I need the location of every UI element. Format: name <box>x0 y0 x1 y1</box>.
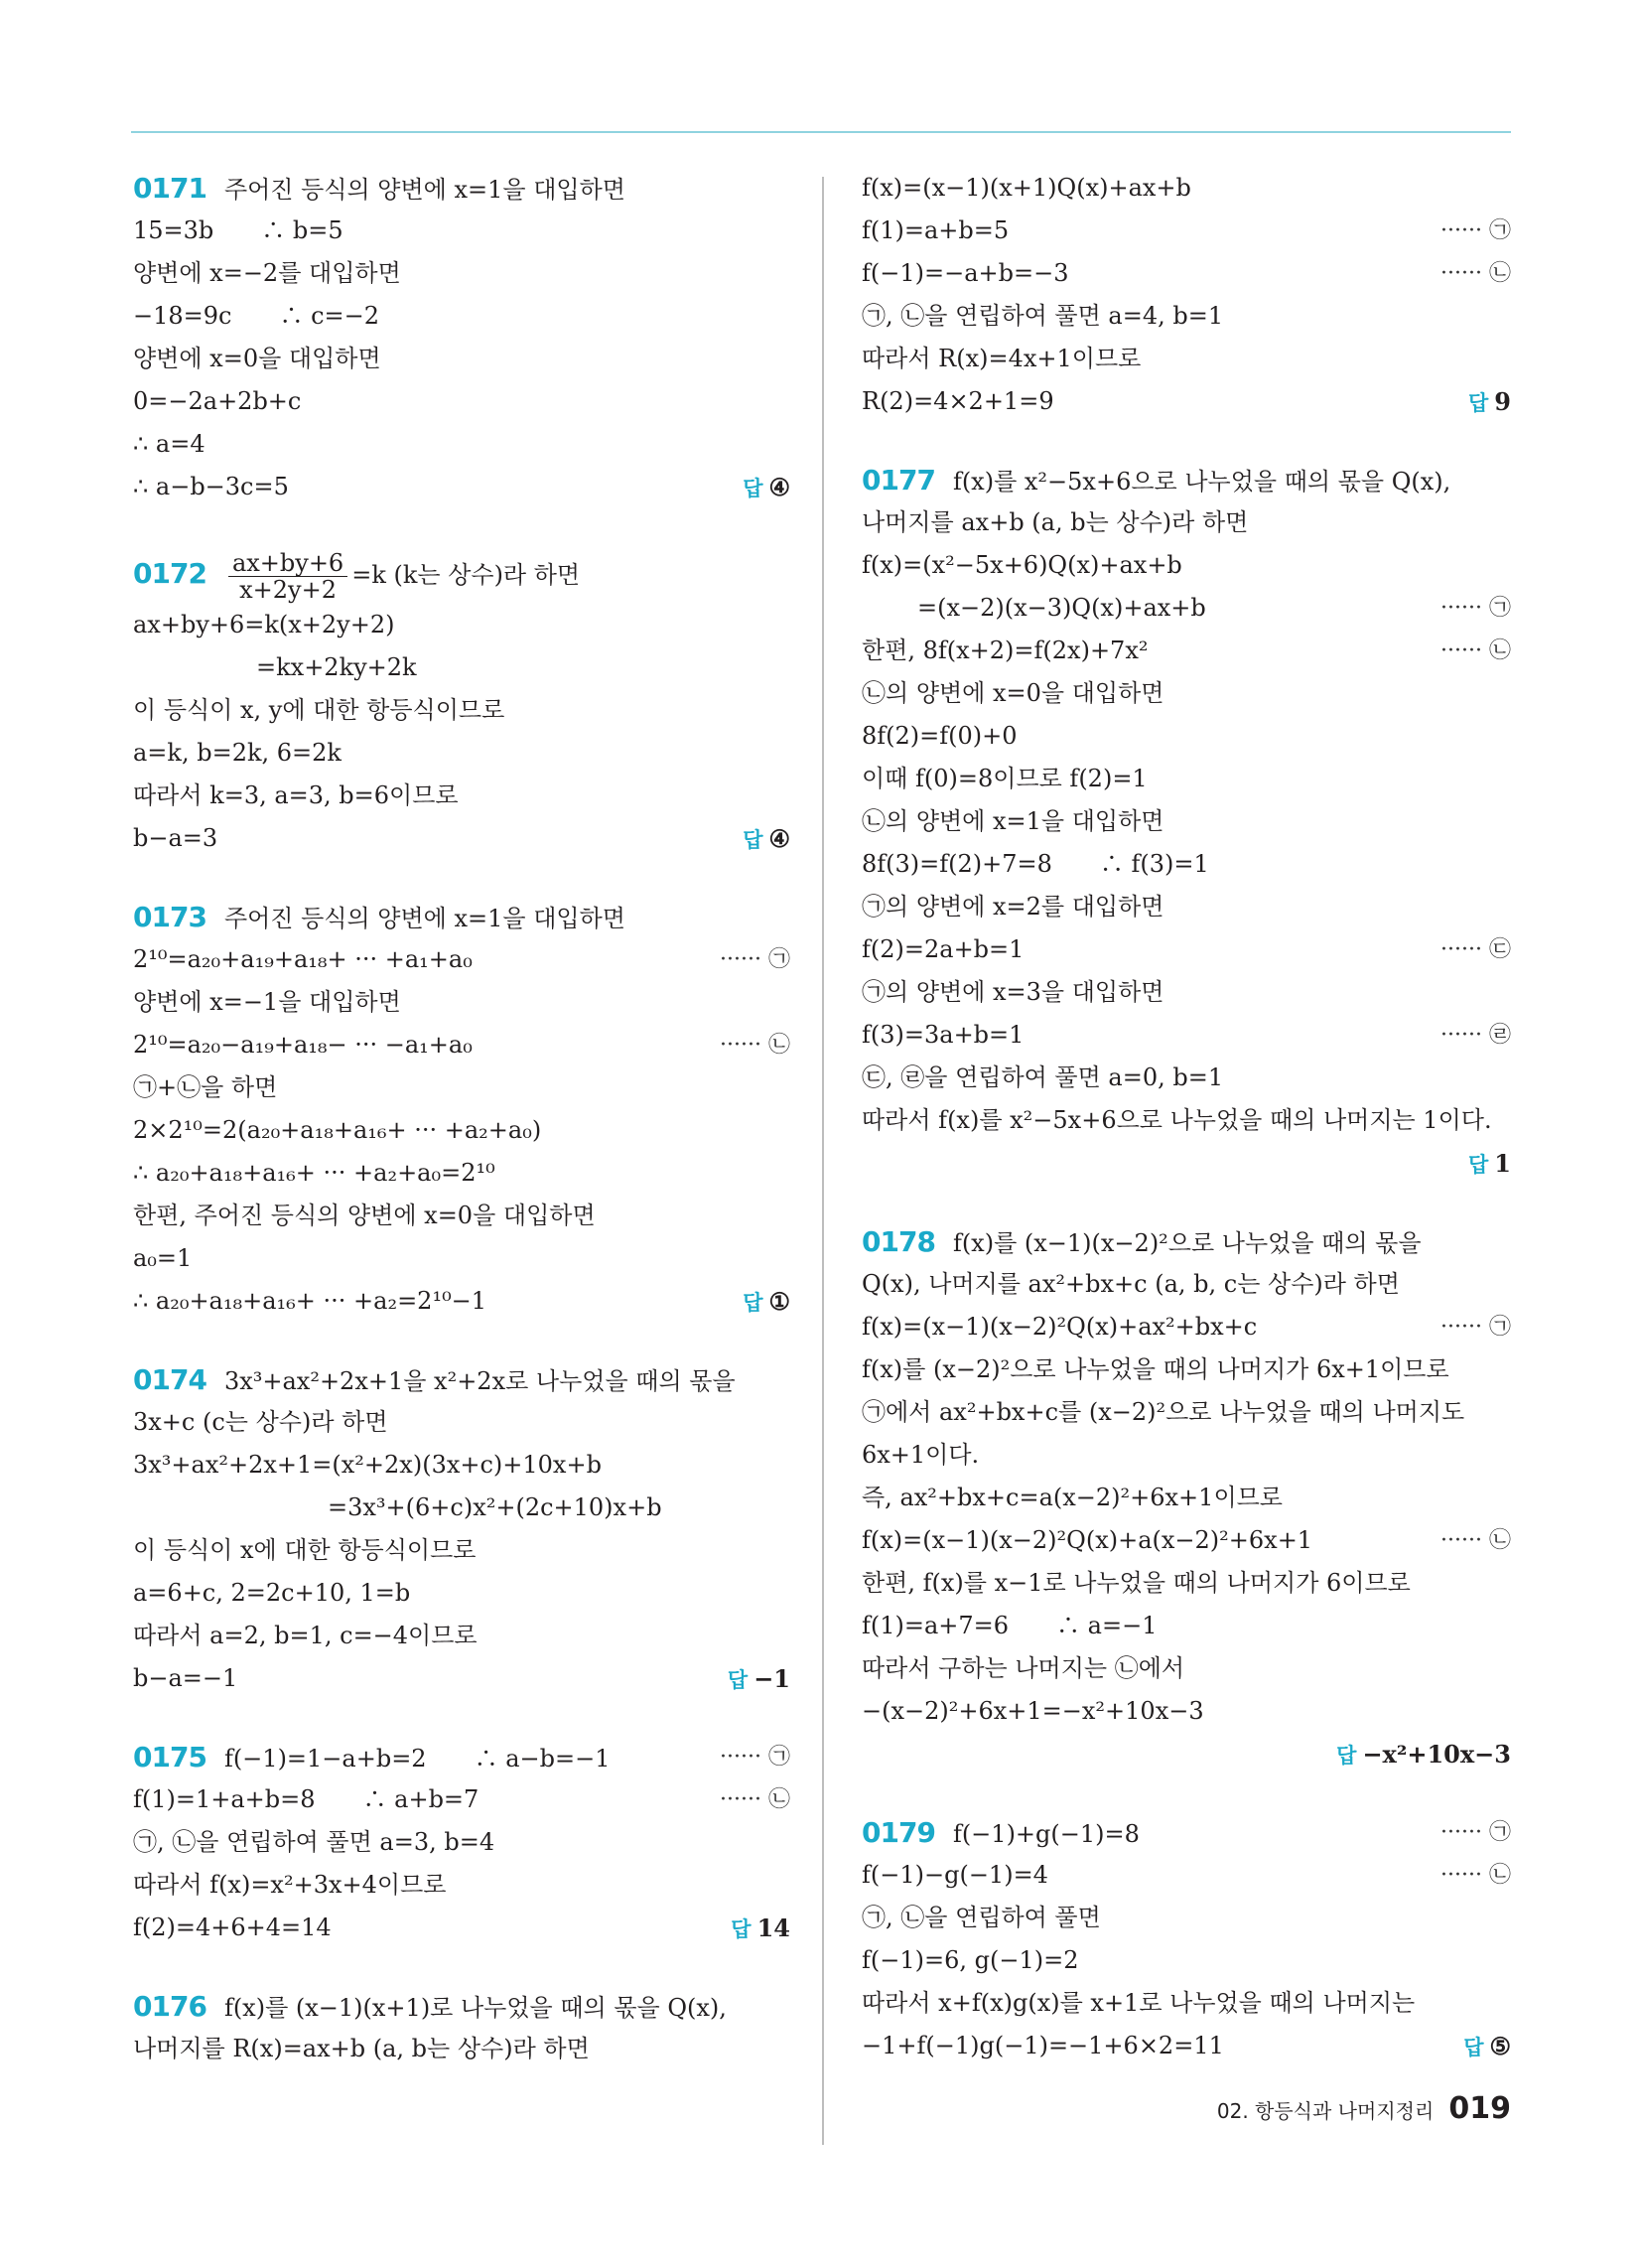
solution-line <box>133 380 790 423</box>
answer-label: 답 <box>1463 2036 1484 2059</box>
answer-line <box>862 1142 1511 1185</box>
solution-line <box>862 1605 1511 1647</box>
solution-line <box>862 1477 1511 1519</box>
solution-line <box>133 689 790 732</box>
equation-text: 2×2¹⁰=2(a₂₀+a₁₈+a₁₆+ ··· +a₂+a₀) <box>133 1116 542 1144</box>
column-divider <box>822 177 824 2145</box>
solution-line <box>133 604 790 646</box>
problem-start-line <box>133 167 790 210</box>
chapter-title: 02. 항등식과 나머지정리 <box>1216 2099 1435 2123</box>
equation-text: f(1)=a+7=6 ∴ a=−1 <box>862 1612 1158 1639</box>
equation-text: 이 등식이 x에 대한 항등식이므로 <box>133 1536 477 1564</box>
solution-line <box>133 1195 790 1237</box>
solution-line <box>862 672 1511 715</box>
equation-text: 3x³+ax²+2x+1을 x²+2x로 나누었을 때의 몫을 <box>223 1367 736 1395</box>
solution-line <box>862 715 1511 758</box>
section-gap <box>862 423 1511 459</box>
solution-line <box>862 1057 1511 1099</box>
equation-marker: ······ ㉡ <box>1440 261 1511 286</box>
equation-text: f(x)=(x−1)(x−2)²Q(x)+a(x−2)²+6x+1 <box>862 1526 1313 1554</box>
equation-marker: ······ ㉣ <box>1440 1023 1511 1048</box>
section-gap <box>133 1323 790 1358</box>
equation-text: 8f(2)=f(0)+0 <box>862 722 1018 750</box>
problem-number: 0172 <box>133 557 206 590</box>
equation-marker: ······ ㉠ <box>1440 596 1511 621</box>
equation-marker: ······ ㉠ <box>1440 1315 1511 1340</box>
equation-text: f(1)=a+b=5 <box>862 216 1010 244</box>
problem-start-line <box>133 1985 790 2028</box>
answer-label: 답 <box>1468 391 1489 415</box>
equation-text: 이때 f(0)=8이므로 f(2)=1 <box>862 765 1148 792</box>
equation-text: f(x)=(x−1)(x+1)Q(x)+ax+b <box>862 174 1191 202</box>
equation-text: 양변에 x=0을 대입하면 <box>133 345 381 372</box>
answer-value: ④ <box>768 824 790 853</box>
equation-text: f(−1)=6, g(−1)=2 <box>862 1946 1079 1974</box>
problem-number: 0175 <box>133 1741 206 1773</box>
equation-text: R(2)=4×2+1=9 <box>862 387 1054 415</box>
solution-line <box>133 1572 790 1615</box>
solution-line <box>133 646 790 689</box>
problem-number: 0173 <box>133 901 206 933</box>
solution-line <box>133 1152 790 1195</box>
equation-text: ∴ a₂₀+a₁₈+a₁₆+ ··· +a₂+a₀=2¹⁰ <box>133 1159 495 1187</box>
problem-number: 0176 <box>133 1990 206 2023</box>
problem-start-line <box>133 1736 790 1778</box>
top-rule <box>131 131 1511 133</box>
solution-line <box>862 210 1511 252</box>
solution-line <box>133 1821 790 1864</box>
section-gap <box>862 1185 1511 1220</box>
equation-text: f(3)=3a+b=1 <box>862 1021 1025 1049</box>
solution-line <box>133 1066 790 1109</box>
equation-marker: ······ ㉠ <box>1440 218 1511 243</box>
equation-text: f(−1)−g(−1)=4 <box>862 1861 1048 1889</box>
solution-line <box>862 758 1511 800</box>
equation-text: 나머지를 R(x)=ax+b (a, b는 상수)라 하면 <box>133 2035 590 2062</box>
answer-box <box>731 1907 790 1951</box>
equation-text: 주어진 등식의 양변에 x=1을 대입하면 <box>223 905 625 932</box>
solution-line <box>862 886 1511 928</box>
equation-text: 0=−2a+2b+c <box>133 387 302 415</box>
solution-line <box>862 2025 1511 2067</box>
solution-line <box>862 1014 1511 1057</box>
equation-text: a₀=1 <box>133 1244 193 1272</box>
equation-text: 따라서 a=2, b=1, c=−4이므로 <box>133 1622 478 1649</box>
equation-text: Q(x), 나머지를 ax²+bx+c (a, b, c는 상수)라 하면 <box>862 1270 1400 1298</box>
equation-text: f(1)=1+a+b=8 ∴ a+b=7 <box>133 1785 479 1813</box>
equation-text: f(x)를 (x−1)(x+1)로 나누었을 때의 몫을 Q(x), <box>223 1994 727 2022</box>
page-footer <box>1217 2089 1511 2129</box>
answer-value: 1 <box>1494 1149 1511 1178</box>
answer-value: ⑤ <box>1489 2032 1511 2060</box>
solution-line <box>862 1348 1511 1391</box>
answer-box <box>1336 1733 1511 1777</box>
problem-start-line <box>133 1358 790 1401</box>
answer-label: 답 <box>743 477 763 500</box>
equation-text: ㉡의 양변에 x=0을 대입하면 <box>862 679 1164 707</box>
solution-line <box>133 210 790 252</box>
equation-text: −18=9c ∴ c=−2 <box>133 302 380 330</box>
problem-number: 0179 <box>862 1816 935 1849</box>
solution-line <box>133 1615 790 1657</box>
solution-line <box>862 167 1511 210</box>
solution-line <box>133 1237 790 1280</box>
problem-start-line <box>133 896 790 938</box>
equation-text: −1+f(−1)g(−1)=−1+6×2=11 <box>862 2032 1224 2059</box>
solution-line <box>133 2028 790 2070</box>
solution-line <box>862 587 1511 630</box>
fraction-numerator: ax+by+6 <box>228 550 347 577</box>
equation-text: 주어진 등식의 양변에 x=1을 대입하면 <box>223 176 625 204</box>
solution-line <box>133 1109 790 1152</box>
solution-line <box>862 1647 1511 1690</box>
equation-text: f(−1)=−a+b=−3 <box>862 259 1069 287</box>
answer-label: 답 <box>731 1917 752 1941</box>
solution-line <box>133 981 790 1024</box>
equation-marker: ······ ㉠ <box>720 947 790 972</box>
problem-start-line <box>133 544 790 604</box>
answer-value: ① <box>768 1287 790 1316</box>
equation-text: ㉠의 양변에 x=2를 대입하면 <box>862 893 1164 921</box>
equation-text: ㉠의 양변에 x=3을 대입하면 <box>862 978 1164 1006</box>
answer-label: 답 <box>1336 1744 1357 1768</box>
solution-line <box>133 338 790 380</box>
solution-line <box>862 928 1511 971</box>
equation-text: ㉢, ㉣을 연립하여 풀면 a=0, b=1 <box>862 1063 1224 1091</box>
equation-text: 따라서 f(x)를 x²−5x+6으로 나누었을 때의 나머지는 1이다. <box>862 1106 1492 1134</box>
equation-text: a=k, b=2k, 6=2k <box>133 739 342 767</box>
solution-line <box>133 1529 790 1572</box>
equation-text: b−a=−1 <box>133 1664 238 1692</box>
solution-line <box>862 1519 1511 1562</box>
answer-value: 9 <box>1494 387 1511 416</box>
solution-line <box>133 423 790 466</box>
equation-text: f(x)를 (x−1)(x−2)²으로 나누었을 때의 몫을 <box>952 1229 1422 1257</box>
equation-marker: ······ ㉠ <box>720 1745 790 1770</box>
equation-text: 15=3b ∴ b=5 <box>133 216 343 244</box>
equation-text: 3x³+ax²+2x+1=(x²+2x)(3x+c)+10x+b <box>133 1451 602 1479</box>
equation-text: f(−1)=1−a+b=2 ∴ a−b=−1 <box>223 1745 611 1772</box>
solution-line <box>862 1306 1511 1348</box>
equation-text: 한편, f(x)를 x−1로 나누었을 때의 나머지가 6이므로 <box>862 1569 1411 1597</box>
equation-text: =kx+2ky+2k <box>256 653 417 681</box>
equation-text: b−a=3 <box>133 824 218 852</box>
fraction-denominator: x+2y+2 <box>239 576 337 604</box>
solution-line <box>133 295 790 338</box>
answer-label: 답 <box>743 1291 763 1315</box>
answer-box <box>743 1280 790 1325</box>
equation-text: 한편, 8f(x+2)=f(2x)+7x² <box>862 637 1149 664</box>
equation-text: 따라서 x+f(x)g(x)를 x+1로 나누었을 때의 나머지는 <box>862 1989 1416 2017</box>
equation-text: f(x)=(x−1)(x−2)²Q(x)+ax²+bx+c <box>862 1313 1258 1341</box>
solution-line <box>862 295 1511 338</box>
equation-text: ax+by+6=k(x+2y+2) <box>133 611 395 638</box>
equation-text: 2¹⁰=a₂₀−a₁₉+a₁₈− ··· −a₁+a₀ <box>133 1031 473 1059</box>
section-gap <box>133 1700 790 1736</box>
equation-text: 6x+1이다. <box>862 1441 980 1469</box>
answer-box <box>743 466 790 510</box>
solution-line <box>133 1907 790 1949</box>
equation-marker: ······ ㉢ <box>1440 937 1511 962</box>
equation-marker: ······ ㉡ <box>720 1787 790 1812</box>
problem-number: 0178 <box>862 1225 935 1258</box>
answer-box <box>743 817 790 862</box>
right-column <box>862 167 1511 2067</box>
equation-text: 2¹⁰=a₂₀+a₁₉+a₁₈+ ··· +a₁+a₀ <box>133 945 473 973</box>
solution-line <box>862 1391 1511 1434</box>
page-number: 019 <box>1448 2091 1511 2126</box>
equation-text: f(2)=4+6+4=14 <box>133 1914 332 1941</box>
solution-line <box>133 1778 790 1821</box>
equation-text: ㉠에서 ax²+bx+c를 (x−2)²으로 나누었을 때의 나머지도 <box>862 1398 1465 1426</box>
equation-text: =(x−2)(x−3)Q(x)+ax+b <box>917 594 1206 622</box>
equation-text: ㉠, ㉡을 연립하여 풀면 <box>862 1904 1101 1931</box>
equation-text: 즉, ax²+bx+c=a(x−2)²+6x+1이므로 <box>862 1484 1283 1511</box>
equation-text: 8f(3)=f(2)+7=8 ∴ f(3)=1 <box>862 850 1209 878</box>
solution-line <box>862 1897 1511 1939</box>
solution-line <box>133 252 790 295</box>
equation-text: =3x³+(6+c)x²+(2c+10)x+b <box>328 1493 662 1521</box>
problem-start-line <box>862 1220 1511 1263</box>
problem-number: 0177 <box>862 464 935 496</box>
solution-line <box>133 1657 790 1700</box>
equation-marker: ······ ㉠ <box>1440 1820 1511 1845</box>
solution-line <box>133 1444 790 1487</box>
answer-label: 답 <box>1468 1153 1489 1177</box>
solution-line <box>133 1024 790 1066</box>
solution-line <box>862 1690 1511 1733</box>
solution-line <box>862 971 1511 1014</box>
solution-line <box>133 1487 790 1529</box>
solution-line <box>133 775 790 817</box>
equation-text: f(x)를 (x−2)²으로 나누었을 때의 나머지가 6x+1이므로 <box>862 1355 1449 1383</box>
answer-box <box>728 1657 790 1702</box>
problem-number: 0174 <box>133 1363 206 1396</box>
equation-text: ㉠, ㉡을 연립하여 풀면 a=3, b=4 <box>133 1828 495 1856</box>
solution-line <box>133 817 790 860</box>
equation-text: ∴ a₂₀+a₁₈+a₁₆+ ··· +a₂=2¹⁰−1 <box>133 1287 487 1315</box>
equation-text: ∴ a=4 <box>133 430 205 458</box>
solution-line <box>862 544 1511 587</box>
fraction <box>228 550 347 603</box>
problem-start-line <box>862 459 1511 501</box>
solution-line <box>862 380 1511 423</box>
answer-box <box>1468 1142 1511 1187</box>
equation-text: f(2)=2a+b=1 <box>862 935 1025 963</box>
solution-line <box>133 1864 790 1907</box>
answer-value: −1 <box>753 1664 790 1693</box>
equation-text: f(x)=(x²−5x+6)Q(x)+ax+b <box>862 551 1182 579</box>
solution-line <box>133 938 790 981</box>
equation-marker: ······ ㉡ <box>720 1033 790 1058</box>
solution-line <box>862 501 1511 544</box>
section-gap <box>133 1949 790 1985</box>
solution-line <box>133 732 790 775</box>
equation-text: −(x−2)²+6x+1=−x²+10x−3 <box>862 1697 1204 1725</box>
equation-marker: ······ ㉡ <box>1440 1528 1511 1553</box>
answer-label: 답 <box>743 828 763 852</box>
equation-text: ㉡의 양변에 x=1을 대입하면 <box>862 807 1164 835</box>
solution-line <box>862 1939 1511 1982</box>
solution-line <box>862 1099 1511 1142</box>
solution-line <box>862 630 1511 672</box>
section-gap <box>862 1775 1511 1811</box>
answer-value: 14 <box>756 1914 790 1942</box>
equation-text: 양변에 x=−1을 대입하면 <box>133 988 401 1016</box>
solution-line <box>133 1401 790 1444</box>
answer-box <box>1468 380 1511 425</box>
solution-line <box>862 800 1511 843</box>
solution-line <box>862 338 1511 380</box>
solution-line <box>862 1263 1511 1306</box>
equation-text: 이 등식이 x, y에 대한 항등식이므로 <box>133 696 505 724</box>
solution-line <box>862 252 1511 295</box>
solution-line <box>862 1854 1511 1897</box>
section-gap <box>133 860 790 896</box>
equation-text: =k (k는 상수)라 하면 <box>351 561 581 589</box>
section-gap <box>133 508 790 544</box>
problem-start-line <box>862 1811 1511 1854</box>
equation-text: 따라서 k=3, a=3, b=6이므로 <box>133 781 459 809</box>
equation-text: a=6+c, 2=2c+10, 1=b <box>133 1579 411 1607</box>
solution-line <box>133 466 790 508</box>
equation-marker: ······ ㉡ <box>1440 1863 1511 1888</box>
solution-line <box>862 1434 1511 1477</box>
equation-text: 따라서 R(x)=4x+1이므로 <box>862 345 1142 372</box>
solution-line <box>133 1280 790 1323</box>
equation-text: 한편, 주어진 등식의 양변에 x=0을 대입하면 <box>133 1202 596 1229</box>
equation-marker: ······ ㉡ <box>1440 638 1511 663</box>
equation-text: ㉠, ㉡을 연립하여 풀면 a=4, b=1 <box>862 302 1224 330</box>
solution-line <box>862 1562 1511 1605</box>
answer-value: ④ <box>768 473 790 501</box>
answer-label: 답 <box>727 1668 749 1692</box>
left-column <box>133 167 790 2070</box>
equation-text: 따라서 구하는 나머지는 ㉡에서 <box>862 1654 1185 1682</box>
equation-text: f(−1)+g(−1)=8 <box>952 1820 1140 1848</box>
answer-value: −x²+10x−3 <box>1362 1740 1511 1769</box>
answer-line <box>862 1733 1511 1775</box>
equation-text: f(x)를 x²−5x+6으로 나누었을 때의 몫을 Q(x), <box>952 468 1451 496</box>
equation-text: 양변에 x=−2를 대입하면 <box>133 259 401 287</box>
equation-text: 나머지를 ax+b (a, b는 상수)라 하면 <box>862 508 1249 536</box>
equation-text: 3x+c (c는 상수)라 하면 <box>133 1408 388 1436</box>
answer-box <box>1463 2025 1511 2069</box>
solution-line <box>862 1982 1511 2025</box>
equation-text: ㉠+㉡을 하면 <box>133 1073 278 1101</box>
problem-number: 0171 <box>133 172 206 205</box>
equation-text: ∴ a−b−3c=5 <box>133 473 289 500</box>
solution-line <box>862 843 1511 886</box>
equation-text: 따라서 f(x)=x²+3x+4이므로 <box>133 1871 447 1899</box>
